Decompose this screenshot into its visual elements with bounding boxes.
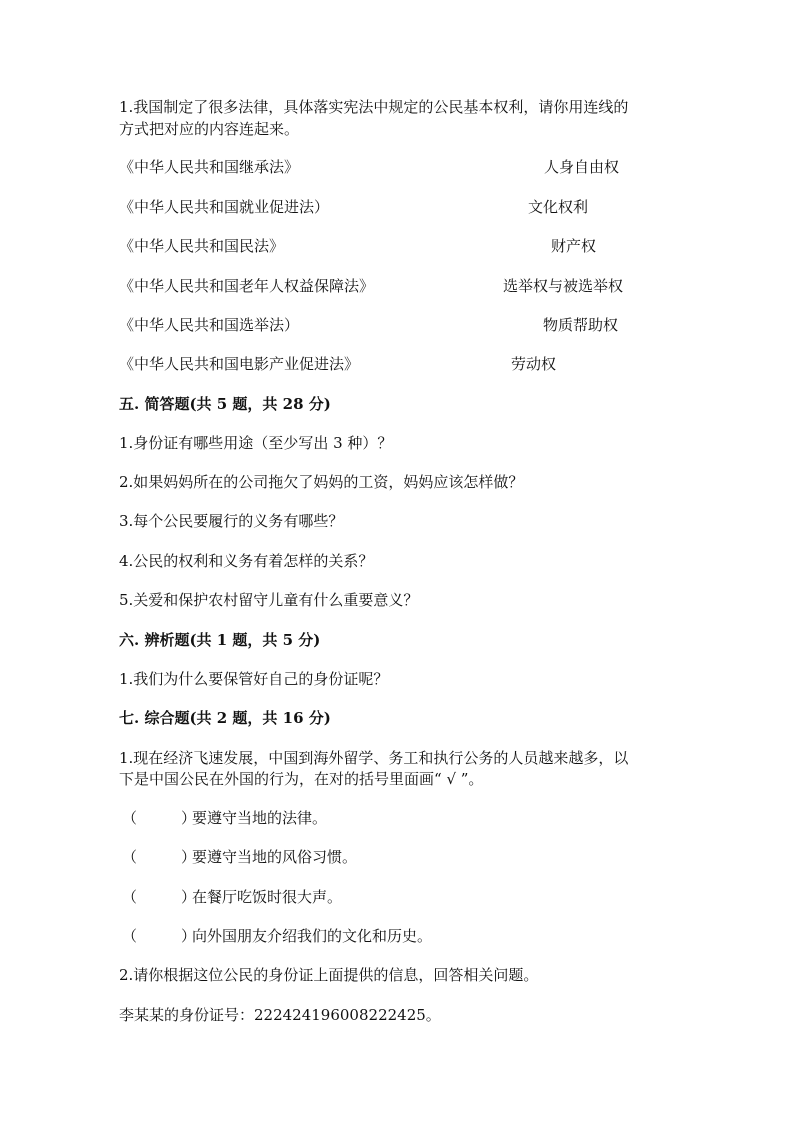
answer-blank[interactable]: （ ） — [122, 848, 197, 866]
answer-blank[interactable]: （ ） — [122, 888, 197, 906]
answer-blank[interactable]: （ ） — [122, 809, 197, 827]
option-text: 要遵守当地的法律。 — [192, 809, 328, 827]
question-text: 4.公民的权利和义务有着怎样的关系？ — [119, 552, 374, 570]
question-text-line1: 1.现在经济飞速发展，中国到海外留学、务工和执行公务的人员越来越多，以 — [119, 749, 629, 767]
law-item: 《中华人民共和国继承法》 — [119, 158, 300, 176]
section-heading: 五. 简答题(共 5 题，共 28 分) — [119, 395, 331, 413]
right-item: 选举权与被选举权 — [503, 277, 624, 295]
matching-question-line2: 方式把对应的内容连起来。 — [119, 120, 300, 138]
question-text: 1.我们为什么要保管好自己的身份证呢？ — [119, 670, 389, 688]
question-text: 5.关爱和保护农村留守儿童有什么重要意义？ — [119, 591, 419, 609]
right-item: 劳动权 — [511, 355, 557, 373]
law-item: 《中华人民共和国就业促进法） — [119, 198, 330, 216]
right-item: 人身自由权 — [544, 158, 620, 176]
option-text: 在餐厅吃饭时很大声。 — [192, 888, 343, 906]
question-text-line2: 下是中国公民在外国的行为，在对的括号里面画“ √ ”。 — [119, 770, 484, 788]
section-heading: 六. 辨析题(共 1 题，共 5 分) — [119, 631, 321, 649]
question-text: 2.请你根据这位公民的身份证上面提供的信息，回答相关问题。 — [119, 966, 539, 984]
matching-question-line1: 1.我国制定了很多法律，具体落实宪法中规定的公民基本权利，请你用连线的 — [119, 98, 629, 116]
option-text: 向外国朋友介绍我们的文化和历史。 — [192, 927, 433, 945]
question-text: 3.每个公民要履行的义务有哪些？ — [119, 512, 344, 530]
id-number-line: 李某某的身份证号：222424196008222425。 — [119, 1006, 441, 1024]
right-item: 物质帮助权 — [543, 316, 619, 334]
law-item: 《中华人民共和国民法》 — [119, 237, 285, 255]
question-text: 1.身份证有哪些用途（至少写出 3 种）？ — [119, 434, 393, 452]
law-item: 《中华人民共和国选举法） — [119, 316, 300, 334]
option-text: 要遵守当地的风俗习惯。 — [192, 848, 358, 866]
right-item: 财产权 — [551, 237, 597, 255]
answer-blank[interactable]: （ ） — [122, 927, 197, 945]
law-item: 《中华人民共和国老年人权益保障法》 — [119, 277, 375, 295]
section-heading: 七. 综合题(共 2 题，共 16 分) — [119, 709, 331, 727]
law-item: 《中华人民共和国电影产业促进法》 — [119, 355, 360, 373]
question-text: 2.如果妈妈所在的公司拖欠了妈妈的工资，妈妈应该怎样做？ — [119, 473, 524, 491]
right-item: 文化权利 — [528, 198, 589, 216]
